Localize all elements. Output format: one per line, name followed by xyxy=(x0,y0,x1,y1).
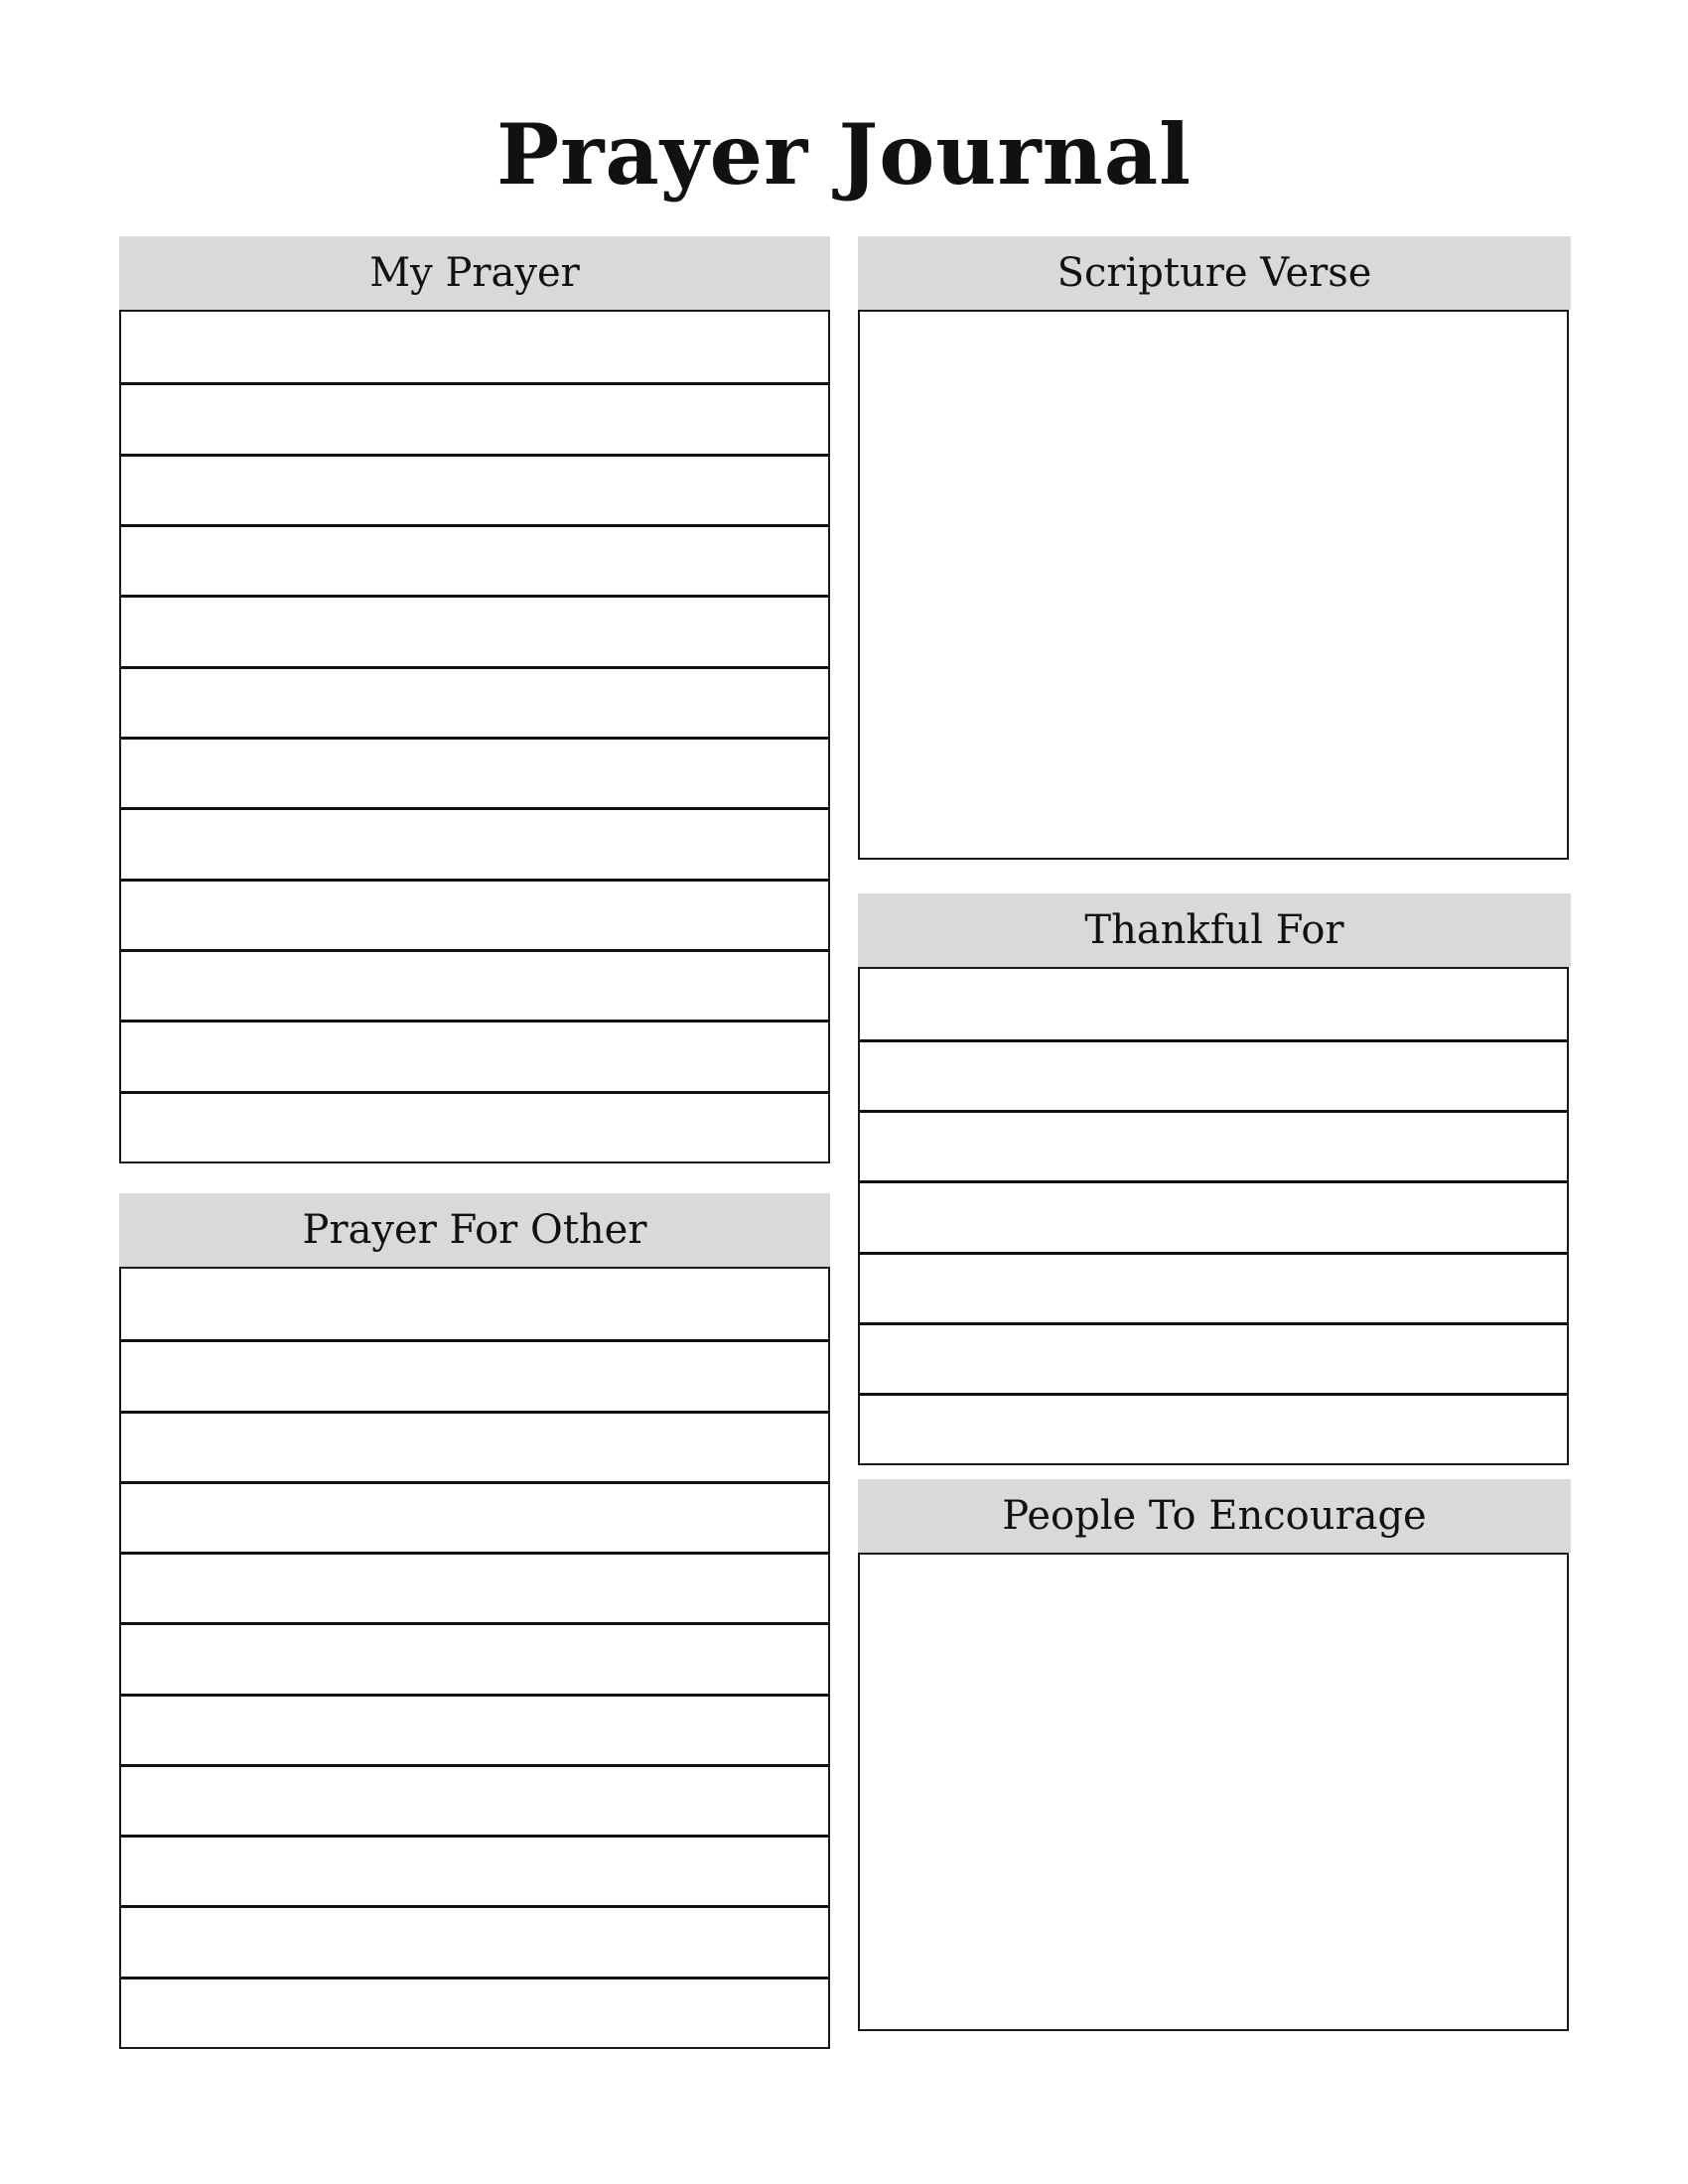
writing-line[interactable] xyxy=(860,1180,1567,1251)
writing-line[interactable] xyxy=(121,524,828,595)
writing-line[interactable] xyxy=(860,1252,1567,1322)
writing-line[interactable] xyxy=(121,1622,828,1693)
scripture-verse-box[interactable] xyxy=(858,310,1569,860)
writing-line[interactable] xyxy=(121,666,828,737)
writing-line[interactable] xyxy=(121,454,828,524)
writing-line[interactable] xyxy=(860,1322,1567,1393)
prayer-for-other-section xyxy=(119,1193,830,2049)
writing-line[interactable] xyxy=(860,1393,1567,1463)
writing-line[interactable] xyxy=(121,1905,828,1976)
writing-line[interactable] xyxy=(121,382,828,453)
prayer-for-other-header: Prayer For Other xyxy=(119,1193,830,1267)
writing-line[interactable] xyxy=(121,737,828,807)
writing-line[interactable] xyxy=(860,969,1567,1039)
prayer-for-other-lines[interactable] xyxy=(119,1267,830,2049)
people-to-encourage-box[interactable] xyxy=(858,1553,1569,2031)
scripture-verse-section xyxy=(858,236,1571,860)
writing-line[interactable] xyxy=(860,1110,1567,1180)
writing-line[interactable] xyxy=(121,1552,828,1622)
writing-line[interactable] xyxy=(121,1835,828,1905)
writing-line[interactable] xyxy=(121,1020,828,1090)
my-prayer-header: My Prayer xyxy=(119,236,830,310)
people-to-encourage-section xyxy=(858,1479,1571,2031)
thankful-for-section xyxy=(858,893,1571,1465)
thankful-for-header: Thankful For xyxy=(858,893,1571,967)
writing-line[interactable] xyxy=(121,807,828,878)
scripture-verse-header: Scripture Verse xyxy=(858,236,1571,310)
my-prayer-section xyxy=(119,236,830,1163)
my-prayer-lines[interactable] xyxy=(119,310,830,1163)
writing-line[interactable] xyxy=(121,1764,828,1835)
writing-line[interactable] xyxy=(121,1411,828,1481)
writing-line[interactable] xyxy=(121,1694,828,1764)
writing-line[interactable] xyxy=(121,595,828,665)
writing-line[interactable] xyxy=(121,1977,828,2047)
writing-line[interactable] xyxy=(121,1481,828,1552)
writing-line[interactable] xyxy=(121,949,828,1020)
thankful-for-lines[interactable] xyxy=(858,967,1569,1465)
writing-line[interactable] xyxy=(121,879,828,949)
writing-line[interactable] xyxy=(121,1339,828,1410)
writing-line[interactable] xyxy=(121,1091,828,1161)
writing-line[interactable] xyxy=(121,312,828,382)
page-title: Prayer Journal xyxy=(495,105,1193,204)
people-to-encourage-header: People To Encourage xyxy=(858,1479,1571,1553)
writing-line[interactable] xyxy=(860,1039,1567,1110)
writing-line[interactable] xyxy=(121,1269,828,1339)
